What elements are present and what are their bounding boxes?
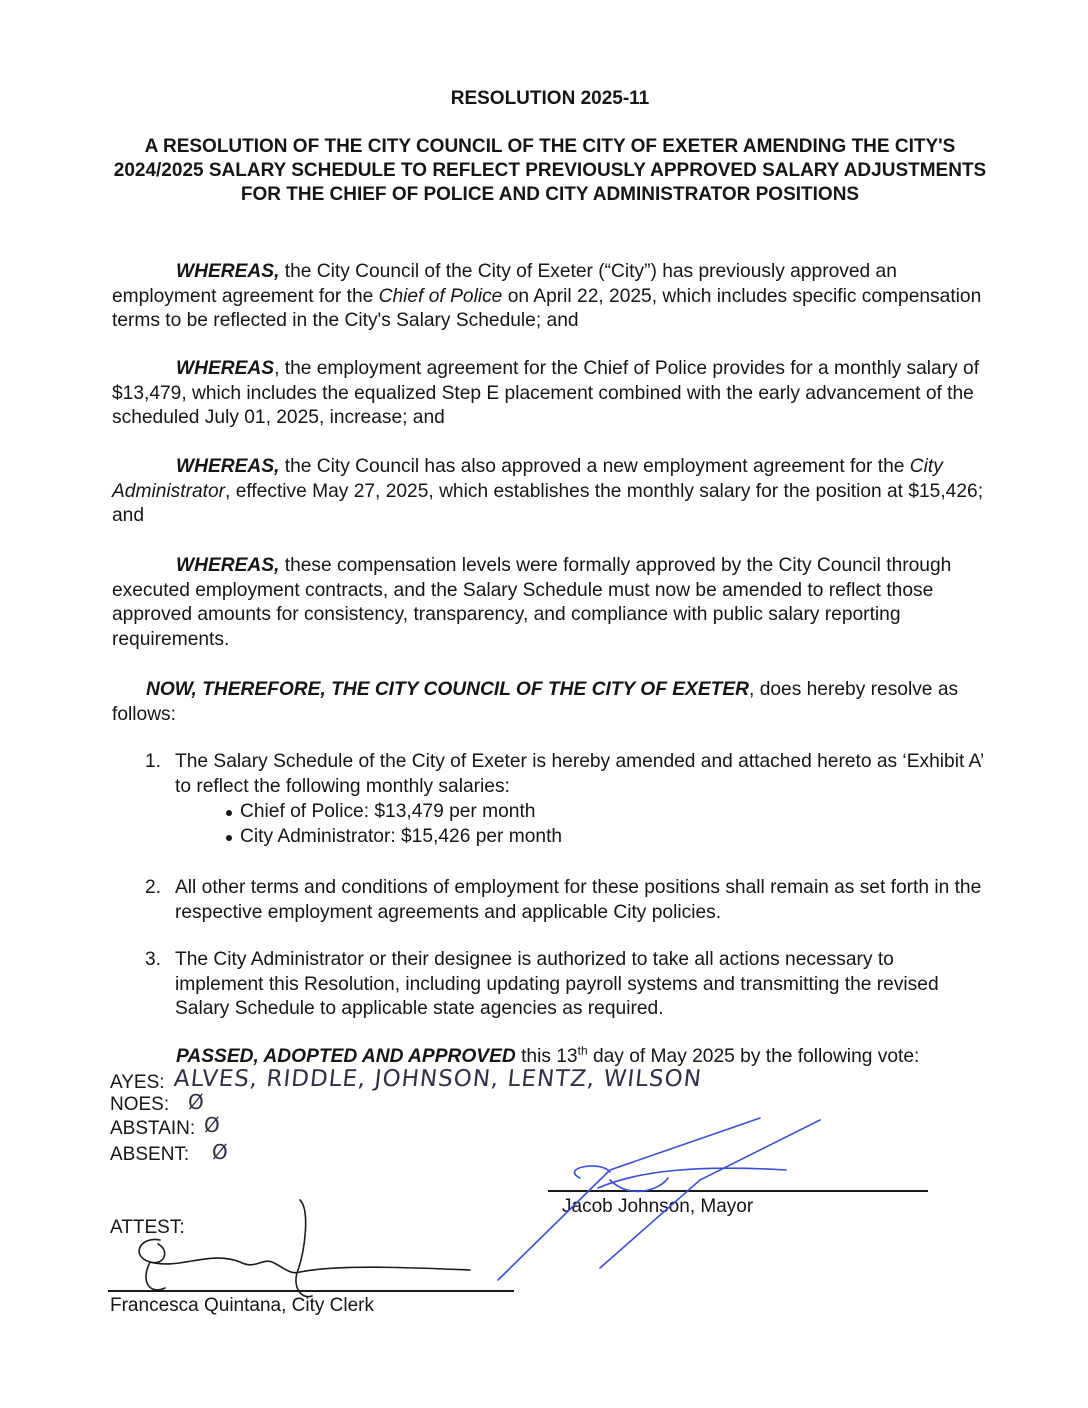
salary-text: City Administrator: $15,426 per month: [240, 826, 563, 847]
absent-handwritten-value: Ø: [212, 1140, 228, 1164]
whereas-text: these compensation levels were formally approved by the City Council through executed employment contracts, and the Salary Schedule must now be amended to reflect those approved amounts for consistency, transparency, and compliance with public salary reporting requirements.: [112, 555, 952, 650]
attest-label: ATTEST:: [110, 1217, 185, 1238]
whereas-emphasis: City Administrator: [112, 456, 943, 502]
resolution-title: RESOLUTION 2025-11: [450, 88, 650, 109]
passed-lead: PASSED, ADOPTED AND APPROVED: [176, 1046, 516, 1067]
abstain-handwritten-value: Ø: [204, 1113, 220, 1137]
whereas-text: the City Council of the City of Exeter (“City”) has previously approved an employment agreement for the: [112, 261, 897, 307]
noes-label: NOES:: [110, 1094, 170, 1115]
whereas-text: , effective May 27, 2025, which establishes the monthly salary for the position at $15,426; and: [112, 480, 984, 526]
noes-handwritten-value: Ø: [188, 1090, 204, 1114]
whereas-lead: WHEREAS,: [176, 456, 280, 477]
passed-superscript: th: [577, 1043, 588, 1058]
item-number: 2.: [145, 877, 162, 898]
item-number: 1.: [145, 751, 162, 772]
whereas-lead: WHEREAS: [176, 358, 275, 379]
now-therefore-lead: NOW, THEREFORE, THE CITY COUNCIL OF THE CITY OF EXETER: [146, 679, 750, 700]
absent-label: ABSENT:: [110, 1144, 190, 1165]
item-text: All other terms and conditions of employment for these positions shall remain as set forth in the respective employment agreements and applicable City policies.: [175, 877, 982, 923]
item-text: The City Administrator or their designee is authorized to take all actions necessary to implement this Resolution, including updating payroll systems and transmitting the revised Salary Schedule to applicable state agencies as required.: [175, 949, 939, 1019]
passed-text: this 13: [515, 1046, 578, 1067]
whereas-emphasis: Chief of Police: [378, 285, 503, 307]
whereas-text: the City Council has also approved a new employment agreement for the: [279, 456, 910, 477]
whereas-text: on April 22, 2025, which includes specific compensation terms to be reflected in the City's Salary Schedule; and: [112, 285, 982, 331]
abstain-label: ABSTAIN:: [110, 1118, 196, 1139]
whereas-lead: WHEREAS,: [176, 555, 280, 576]
salary-text: Chief of Police: $13,479 per month: [240, 801, 536, 822]
item-text: The Salary Schedule of the City of Exeter is hereby amended and attached hereto as ‘Exhibit A’ to reflect the following monthly salaries:: [175, 751, 984, 797]
clerk-signature-icon: [139, 1200, 470, 1297]
now-therefore-text: , does hereby resolve as follows:: [112, 679, 959, 725]
mayor-name: Jacob Johnson, Mayor: [562, 1196, 754, 1217]
passed-text: day of May 2025 by the following vote:: [587, 1046, 920, 1067]
mayor-signature-icon: [498, 1118, 820, 1280]
item-number: 3.: [145, 949, 162, 970]
resolution-subtitle: A RESOLUTION OF THE CITY COUNCIL OF THE CITY OF EXETER AMENDING THE CITY'S 2024/2025 SALARY SCHEDULE TO REFLECT PREVIOUSLY APPROVED SALARY ADJUSTMENTS FOR THE CHIEF OF POLICE AND CITY ADMINISTRATOR POSITIONS: [113, 136, 987, 205]
whereas-text: , the employment agreement for the Chief of Police provides for a monthly salary of $13,479, which includes the equalized Step E placement combined with the early advancement of the scheduled July 01, 2025, increase; and: [112, 358, 980, 428]
ayes-handwritten-value: ALVES, RIDDLE, JOHNSON, LENTZ, WILSON: [172, 1066, 704, 1092]
whereas-lead: WHEREAS,: [176, 261, 280, 282]
ayes-label: AYES:: [110, 1072, 165, 1093]
clerk-name: Francesca Quintana, City Clerk: [110, 1295, 374, 1316]
